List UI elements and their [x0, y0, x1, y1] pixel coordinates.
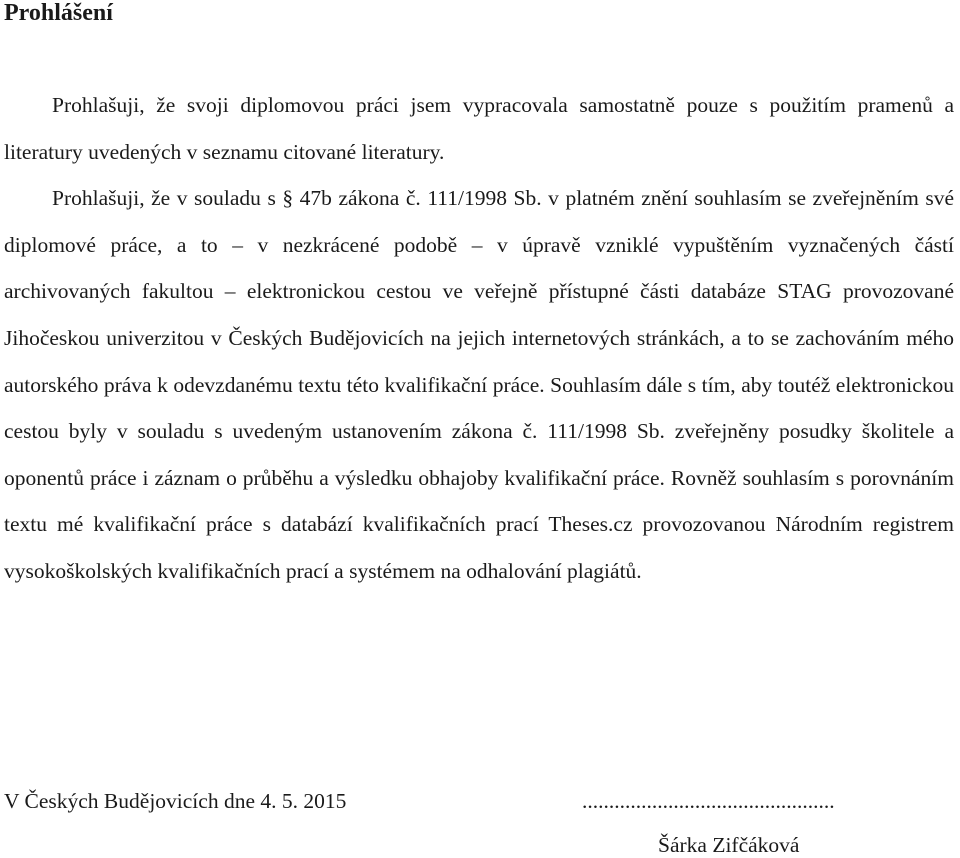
- place-date: V Českých Budějovicích dne 4. 5. 2015: [4, 789, 347, 813]
- page-title: Prohlášení: [4, 0, 113, 26]
- signature-name: Šárka Zifčáková: [658, 833, 800, 857]
- declaration-paragraph-2: Prohlašuji, že v souladu s § 47b zákona č. 111/1998 Sb. v platném znění souhlasím se zveřejněním své diplomové práce, a to – v nezkrácené podobě – v úpravě vzniklé vypuštěním vyznačených částí archivovaných fakultou – elektronickou cestou ve veřejně přístupné části databáze STAG provozované Jihočeskou univerzitou v Českých Budějovicích na jejich internetových stránkách, a to se zachováním mého autorského práva k odevzdanému textu této kvalifikační práce. Souhlasím dále s tím, aby toutéž elektronickou cestou byly v souladu s uvedeným ustanovením zákona č. 111/1998 Sb. zveřejněny posudky školitele a oponentů práce i záznam o průběhu a výsledku obhajoby kvalifikační práce. Rovněž souhlasím s porovnáním textu mé kvalifikační práce s databází kvalifikačních prací Theses.cz provozovanou Národním registrem vysokoškolských kvalifikačních prací a systémem na odhalování plagiátů.: [4, 186, 954, 583]
- signature-line: ...............................................: [582, 789, 835, 813]
- declaration-paragraph-1: Prohlašuji, že svoji diplomovou práci jsem vypracovala samostatně pouze s použitím pramenů a literatury uvedených v seznamu citované literatury.: [4, 93, 954, 164]
- declaration-body: [4, 82, 954, 595]
